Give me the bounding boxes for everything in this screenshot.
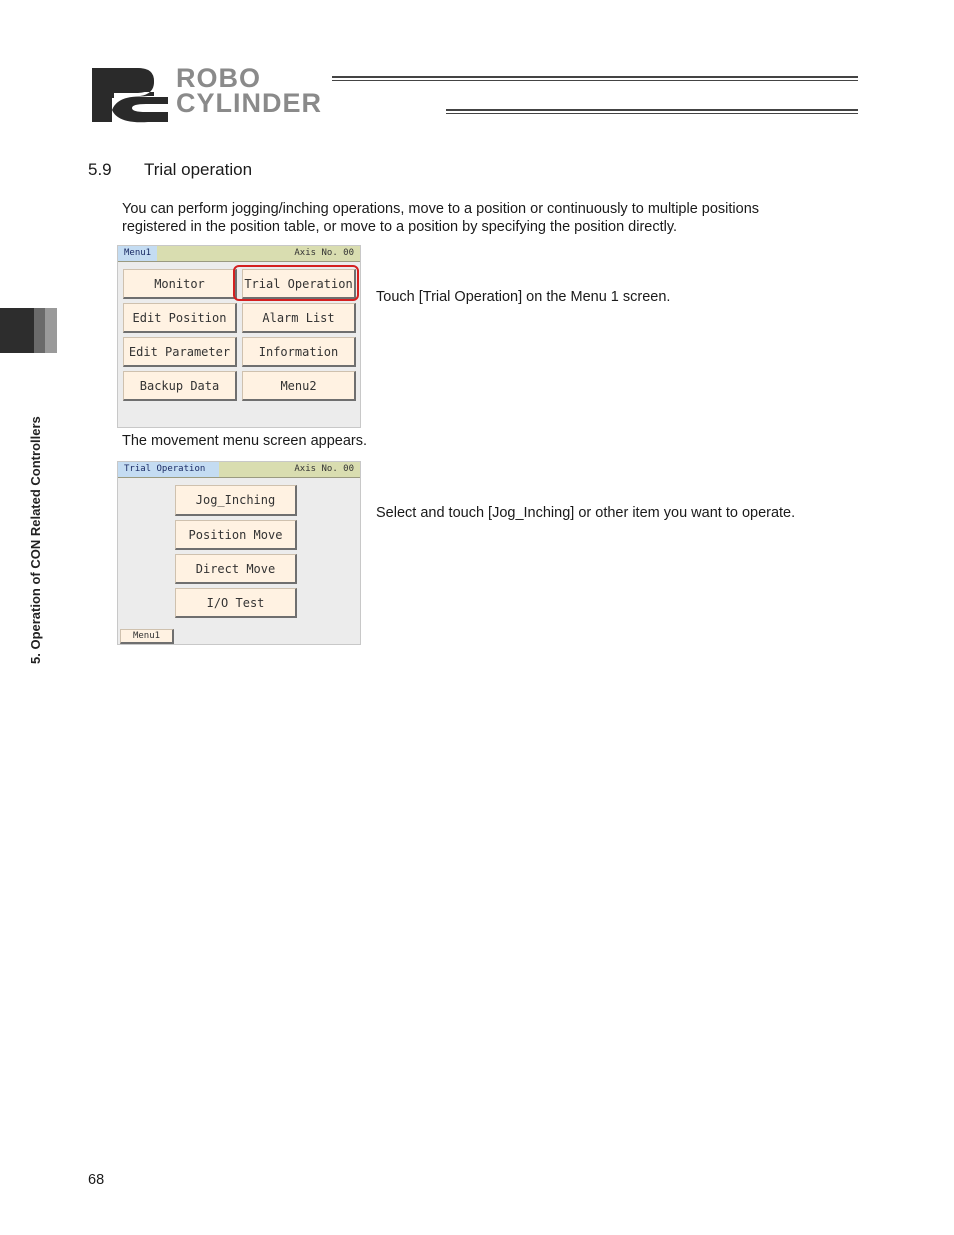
edit-position-button[interactable]: Edit Position xyxy=(123,303,237,333)
header-rule-top xyxy=(332,76,858,81)
trial-operation-caption: Select and touch [Jog_Inching] or other item you want to operate. xyxy=(376,505,796,521)
menu1-back-button[interactable]: Menu1 xyxy=(120,629,174,644)
header-rule-bottom xyxy=(446,109,858,114)
logo-wordmark xyxy=(176,63,323,118)
trial-operation-button[interactable]: Trial Operation xyxy=(242,269,356,299)
menu1-caption: Touch [Trial Operation] on the Menu 1 screen. xyxy=(376,289,671,305)
trial-operation-axis-number: Axis No. 00 xyxy=(294,464,354,474)
menu1-axis-number: Axis No. 00 xyxy=(294,248,354,258)
edit-parameter-button[interactable]: Edit Parameter xyxy=(123,337,237,367)
section-title xyxy=(88,160,252,180)
jog-inching-button[interactable]: Jog_Inching xyxy=(175,485,297,516)
menu1-screen-title: Menu1 xyxy=(118,246,157,261)
intro-line-2: registered in the position table, or move to a position by specifying the position directly. xyxy=(122,219,678,235)
direct-move-button[interactable]: Direct Move xyxy=(175,554,297,584)
intro-paragraph xyxy=(122,200,759,236)
intro-line-1: You can perform jogging/inching operations, move to a position or continuously to multiple positions xyxy=(122,201,760,217)
between-text: The movement menu screen appears. xyxy=(122,433,368,449)
monitor-button[interactable]: Monitor xyxy=(123,269,237,299)
trial-operation-highlight xyxy=(233,265,359,301)
chapter-side-label: 5. Operation of CON Related Controllers xyxy=(28,416,43,664)
trial-operation-screen xyxy=(117,461,361,645)
section-number: 5.9 xyxy=(88,160,112,179)
position-move-button[interactable]: Position Move xyxy=(175,520,297,550)
backup-data-button[interactable]: Backup Data xyxy=(123,371,237,401)
menu1-titlebar xyxy=(118,246,360,262)
menu2-button[interactable]: Menu2 xyxy=(242,371,356,401)
page-number: 68 xyxy=(88,1172,105,1188)
menu1-screen xyxy=(117,245,361,428)
trial-operation-titlebar xyxy=(118,462,360,478)
robo-cylinder-logo xyxy=(88,63,868,126)
logo-line-cylinder: CYLINDER xyxy=(176,88,323,118)
alarm-list-button[interactable]: Alarm List xyxy=(242,303,356,333)
trial-operation-screen-title: Trial Operation xyxy=(118,462,219,477)
section-title-text: Trial operation xyxy=(144,160,253,179)
information-button[interactable]: Information xyxy=(242,337,356,367)
rc-logo-mark-icon xyxy=(88,66,170,124)
io-test-button[interactable]: I/O Test xyxy=(175,588,297,618)
chapter-side-tab xyxy=(0,308,57,353)
logo-line-robo: ROBO xyxy=(176,63,261,93)
